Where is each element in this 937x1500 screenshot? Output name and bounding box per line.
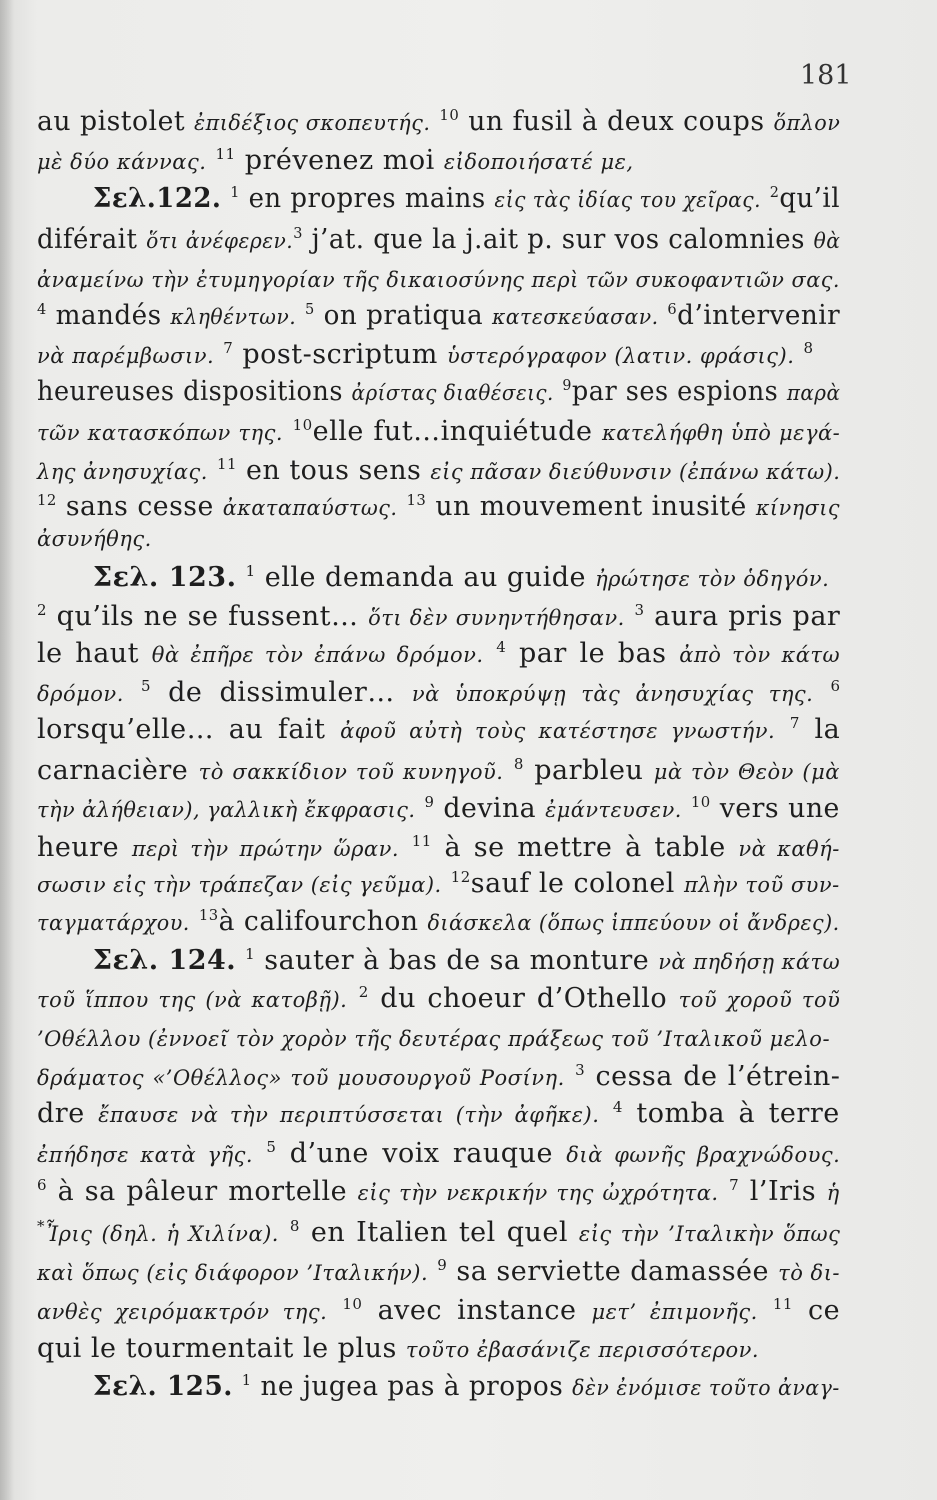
note-number: 5 (305, 300, 315, 318)
greek-translation: ἀναμείνω τὴν ἐτυμηγορίαν τῆς δικαιοσύνης περὶ τῶν συκοφαντιῶν σας. (37, 268, 841, 292)
french-phrase: en tous sens (236, 455, 431, 486)
french-phrase: prévenez moi (235, 145, 444, 176)
french-phrase: un mouvement inusité (426, 491, 756, 522)
greek-translation: τοῦ ἵππου της (νὰ κατοβῇ). (37, 988, 348, 1012)
note-number: 6 (37, 1176, 48, 1194)
greek-translation: ἀρίστας διαθέσεις. (351, 381, 554, 405)
text-line (37, 376, 840, 409)
text-line (37, 601, 840, 634)
note-number: 7 (789, 714, 800, 732)
french-phrase: du choeur d’Othello (368, 983, 679, 1014)
note-number: 5 (266, 1138, 277, 1156)
text-line (37, 1098, 840, 1131)
note-number: 2 (358, 983, 369, 1001)
note-number: 11 (215, 145, 236, 163)
french-phrase: à se mettre à table (431, 832, 739, 863)
french-phrase: à califourchon (218, 906, 428, 937)
note-number: 12 (450, 868, 471, 886)
french-phrase: carnacière (37, 755, 199, 786)
text-line (37, 714, 840, 747)
note-number: 6 (667, 300, 678, 318)
text-line (37, 263, 840, 296)
greek-translation: ’Οθέλλου (ἐννοεῖ τὸν χορὸν τῆς δευτέρας πράξεως τοῦ ’Ιταλικοῦ μελο- (37, 1027, 831, 1051)
text-line (37, 832, 840, 865)
greek-translation: ἀσυνήθης. (37, 527, 152, 551)
note-number: 10 (292, 416, 313, 434)
french-phrase (221, 183, 230, 214)
greek-translation: εἰδοποιήσατέ με, (443, 150, 634, 174)
french-phrase: vers une (710, 793, 840, 824)
french-phrase (775, 714, 790, 745)
text-line (37, 1061, 840, 1094)
french-phrase (794, 339, 803, 370)
greek-translation: εἰς πᾶσαν διεύθυνσιν (ἐπάνω κάτω). (430, 460, 841, 484)
french-phrase: d’intervenir (677, 300, 841, 331)
french-phrase: on pratiqua (314, 300, 492, 331)
text-line (37, 755, 840, 788)
text-line (37, 300, 840, 333)
note-number: 9 (437, 1256, 448, 1274)
text-line (37, 906, 840, 939)
text-line (37, 106, 840, 139)
french-phrase (206, 145, 215, 176)
french-phrase: qu’ils ne se fussent… (47, 601, 369, 632)
greek-translation: εἰς τὴν νεκρικήν της ὠχρότητα. (357, 1181, 719, 1205)
note-number: 1 (230, 183, 240, 201)
greek-translation: καὶ ὅπως (εἰς διάφορον ’Ιταλικήν). (37, 1261, 429, 1285)
note-number: 8 (289, 1217, 300, 1235)
greek-translation: τὸ σακκίδιον τοῦ κυνηγοῦ. (198, 760, 504, 784)
french-phrase (283, 416, 293, 447)
text-line (37, 416, 840, 449)
french-phrase: aura pris par (644, 601, 841, 632)
greek-translation: τὸ δι- (778, 1261, 841, 1285)
greek-translation: κληθέντων. (170, 305, 297, 329)
page-number: 181 (800, 60, 852, 91)
text-line (37, 1295, 840, 1328)
french-phrase (442, 868, 451, 899)
text-line (37, 145, 634, 178)
greek-translation: δράματος «’Οθέλλος» τοῦ μουσουργοῦ Ροσίνη. (37, 1066, 565, 1090)
french-phrase (398, 491, 407, 522)
french-phrase: par ses espions (571, 376, 787, 407)
greek-translation: νὰ ὑποκρύψῃ τὰς ἀνησυχίας της. (411, 682, 814, 706)
greek-translation: εἰς τὴν ’Ιταλικὴν ὅπως (578, 1222, 841, 1246)
section-heading: Σελ. 123. (93, 562, 237, 593)
french-phrase (565, 1061, 575, 1092)
note-number: 13 (198, 906, 219, 924)
french-phrase: de dissimuler… (151, 677, 412, 708)
greek-translation: νὰ καθή- (738, 837, 840, 861)
french-phrase (327, 1295, 342, 1326)
greek-translation: ἔπαυσε νὰ τὴν περιπτύσσεται (τὴν ἀφῆκε). (98, 1103, 600, 1127)
french-phrase (237, 562, 246, 593)
greek-translation: λης ἀνησυχίας. (37, 460, 208, 484)
greek-translation: κατελήφθη ὑπὸ μεγά- (601, 421, 841, 445)
note-number: 10 (439, 106, 460, 124)
greek-translation: τὴν ἀλήθειαν), γαλλικὴ ἔκφρασις. (37, 798, 416, 822)
french-phrase (296, 300, 305, 331)
note-number: 4 (37, 300, 47, 318)
french-phrase (599, 1098, 612, 1129)
greek-translation: ἐπιδέξιος σκοπευτής. (194, 111, 431, 135)
french-phrase: en Italien tel quel (299, 1217, 579, 1248)
greek-translation: τῶν κατασκόπων της. (37, 421, 284, 445)
note-number: 9 (424, 793, 435, 811)
note-number: 13 (406, 491, 427, 509)
greek-translation: ἀφοῦ αὐτὴ τοὺς κατέστησε γνωστήν. (340, 719, 776, 743)
greek-translation: παρὰ (786, 381, 841, 405)
french-phrase: la (799, 714, 841, 745)
text-line (93, 562, 829, 595)
french-phrase (214, 339, 223, 370)
french-phrase: un fusil à deux coups (459, 106, 774, 137)
note-number: 3 (634, 601, 645, 619)
french-phrase: cessa de l’étrein- (585, 1061, 841, 1092)
greek-translation: ὅτι δὲν συνηντήθησαν. (368, 606, 625, 630)
section-heading: Σελ. 124. (93, 945, 237, 976)
french-phrase (719, 1176, 730, 1207)
greek-translation: μετ’ ἐπιμονῆς. (591, 1300, 758, 1324)
note-number: 2 (37, 601, 48, 619)
greek-translation: Ἶρις (δηλ. ἡ Χιλίνα). (45, 1222, 279, 1246)
french-phrase: elle demanda au guide (255, 562, 596, 593)
note-number: 1 (241, 1371, 252, 1389)
french-phrase (233, 1371, 242, 1402)
french-phrase: ce (792, 1295, 841, 1326)
french-phrase (208, 455, 217, 486)
french-phrase: dre (37, 1098, 99, 1129)
note-number: 4 (496, 638, 507, 656)
text-line (37, 224, 840, 257)
text-line (37, 339, 814, 372)
text-line (93, 945, 840, 978)
greek-translation: θὰ ἐπῆρε τὸν ἐπάνω δρόμον. (151, 643, 484, 667)
greek-translation: ταγματάρχου. (37, 911, 190, 935)
french-phrase: diférait (37, 224, 147, 255)
note-number: 5 (140, 677, 152, 695)
text-line (37, 1333, 759, 1366)
french-phrase: lorsqu’elle… au fait (37, 714, 341, 745)
french-phrase: devina (434, 793, 546, 824)
section-heading: Σελ. 125. (93, 1371, 233, 1402)
french-phrase (758, 1295, 773, 1326)
french-phrase (625, 601, 635, 632)
greek-translation: ἡ (826, 1181, 840, 1205)
french-phrase (236, 945, 245, 976)
note-number: 10 (342, 1295, 363, 1313)
greek-translation: ἀκαταπαύστως. (222, 496, 398, 520)
greek-translation: ἀπὸ τὸν κάτω (679, 643, 841, 667)
text-line (37, 1176, 840, 1209)
french-phrase (253, 1138, 266, 1169)
greek-translation: μὰ τὸν Θεὸν (μὰ (653, 760, 840, 784)
french-phrase: ne jugea pas à propos (251, 1371, 573, 1402)
text-line (37, 793, 840, 826)
note-number: 11 (216, 455, 237, 473)
french-phrase (554, 376, 563, 407)
greek-translation: ανθὲς χειρόμακτρόν της. (37, 1300, 328, 1324)
greek-translation: τοῦτο ἐβασάνιζε περισσότερον. (405, 1338, 760, 1362)
note-number: 7 (729, 1176, 740, 1194)
french-phrase: par le bas (506, 638, 680, 669)
french-phrase (484, 638, 497, 669)
french-phrase: sauter à bas de sa monture (255, 945, 659, 976)
greek-translation: ὅπλον (773, 111, 841, 135)
french-phrase (124, 677, 141, 708)
french-phrase: en propres mains (239, 183, 495, 214)
french-phrase: heureuses dispositions (37, 376, 352, 407)
note-number: 10 (690, 793, 711, 811)
french-phrase: qui le tourmentait le plus (37, 1333, 406, 1364)
note-number: * (37, 1217, 45, 1235)
greek-translation: ἐπήδησε κατὰ γῆς. (37, 1143, 254, 1167)
text-line (37, 983, 840, 1016)
french-phrase (279, 1217, 290, 1248)
text-line (37, 1022, 830, 1055)
note-number: 4 (612, 1098, 623, 1116)
greek-translation: διὰ φωνῆς βραχνώδους. (566, 1143, 841, 1167)
french-phrase: mandés (46, 300, 171, 331)
greek-translation: ὅτι ἀνέφερεν. (146, 229, 294, 253)
french-phrase: sa serviette damassée (447, 1256, 779, 1287)
french-phrase: heure (37, 832, 132, 863)
french-phrase (399, 832, 412, 863)
french-phrase (190, 906, 199, 937)
note-number: 3 (293, 224, 303, 242)
note-number: 2 (769, 183, 780, 201)
note-number: 11 (772, 1295, 793, 1313)
french-phrase: le haut (37, 638, 152, 669)
greek-translation: ἠρώτησε τὸν ὁδηγόν. (595, 567, 830, 591)
greek-translation: περὶ τὴν πρώτην ὥραν. (131, 837, 400, 861)
french-phrase: sans cesse (56, 491, 223, 522)
french-phrase: parbleu (523, 755, 654, 786)
note-number: 1 (245, 562, 256, 580)
french-phrase (813, 677, 830, 708)
text-line (37, 491, 840, 524)
french-phrase: d’une voix rauque (276, 1138, 567, 1169)
greek-translation: πλὴν τοῦ συν- (683, 873, 840, 897)
greek-translation: εἰς τὰς ἰδίας του χεῖρας. (494, 188, 761, 212)
text-line (37, 1256, 840, 1289)
french-phrase (415, 793, 424, 824)
greek-translation: τοῦ χοροῦ τοῦ (678, 988, 841, 1012)
french-phrase: elle fut…inquiétude (312, 416, 602, 447)
note-number: 12 (37, 491, 57, 509)
greek-translation: μὲ δύο κάννας. (37, 150, 207, 174)
greek-translation: νὰ παρέμβωσιν. (37, 344, 215, 368)
greek-translation: ὑστερόγραφον (λατιν. φράσις). (446, 344, 795, 368)
text-line (37, 868, 840, 901)
french-phrase (659, 300, 668, 331)
french-phrase: j’at. que la j.ait p. sur vos calomnies (302, 224, 814, 255)
note-number: 7 (223, 339, 234, 357)
french-phrase: sauf le colonel (470, 868, 684, 899)
text-line (93, 1371, 840, 1404)
section-heading: Σελ.122. (93, 183, 222, 214)
note-number: 8 (513, 755, 524, 773)
note-number: 9 (562, 376, 572, 394)
greek-translation: νὰ πηδήσῃ κάτω (658, 950, 841, 974)
note-number: 3 (575, 1061, 586, 1079)
note-number: 1 (245, 945, 256, 963)
greek-translation: δὲν ἐνόμισε τοῦτο ἀναγ- (572, 1376, 840, 1400)
french-phrase: à sa pâleur mortelle (47, 1176, 358, 1207)
greek-translation: σωσιν εἰς τὴν τράπεζαν (εἰς γεῦμα). (37, 873, 442, 897)
text-line (37, 1217, 840, 1250)
french-phrase: post-scriptum (233, 339, 447, 370)
french-phrase: tomba à terre (622, 1098, 840, 1129)
text-line (37, 522, 152, 555)
french-phrase (761, 183, 770, 214)
note-number: 11 (411, 832, 432, 850)
greek-translation: διάσκελα (ὅπως ἱππεύουν οἱ ἄνδρες). (427, 911, 840, 935)
text-line (37, 638, 840, 671)
text-line (37, 1138, 840, 1171)
french-phrase: avec instance (362, 1295, 592, 1326)
greek-translation: ἐμάντευσεν. (545, 798, 682, 822)
note-number: 8 (803, 339, 814, 357)
french-phrase (428, 1256, 437, 1287)
text-line (93, 183, 840, 216)
greek-translation: κίνησις (755, 496, 841, 520)
french-phrase: qu’il (779, 183, 840, 214)
text-line (37, 677, 840, 710)
french-phrase (347, 983, 358, 1014)
greek-translation: δρόμον. (37, 682, 124, 706)
text-line (37, 455, 840, 488)
note-number: 6 (830, 677, 841, 695)
french-phrase: au pistolet (37, 106, 195, 137)
french-phrase (503, 755, 513, 786)
french-phrase: l’Iris (739, 1176, 827, 1207)
greek-translation: κατεσκεύασαν. (491, 305, 659, 329)
greek-translation: θὰ (813, 229, 841, 253)
